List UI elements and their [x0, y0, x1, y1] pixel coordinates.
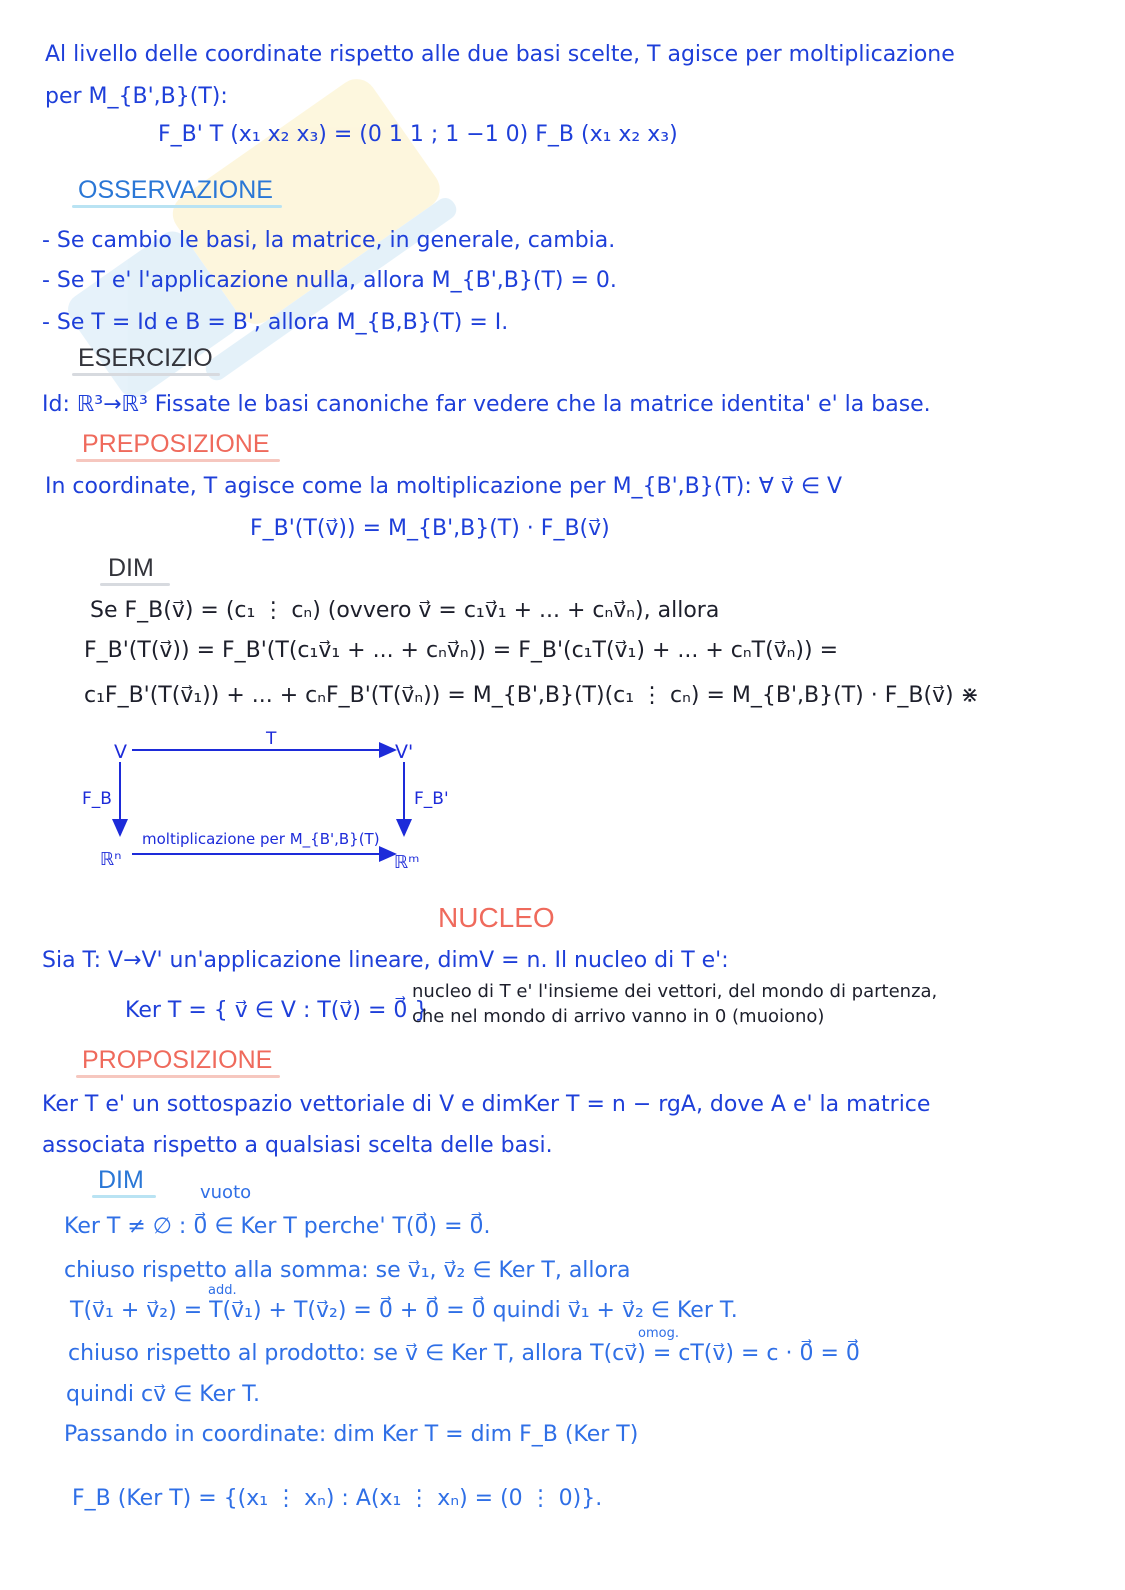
dim2-line-7: F_B (Ker T) = {(x₁ ⋮ xₙ) : A(x₁ ⋮ xₙ) = (0 ⋮ 0)}.: [72, 1486, 603, 1511]
osservazione-item-3: - Se T = Id e B = B', allora M_{B,B}(T) = I.: [42, 310, 509, 335]
diagram-v: V: [114, 741, 127, 763]
diagram-fb-prime-label: F_B': [414, 789, 449, 809]
diagram-v-prime: V': [395, 741, 414, 763]
intro-line-1: Al livello delle coordinate rispetto alle due basi scelte, T agisce per moltiplicazione: [45, 42, 955, 67]
diagram-multiplication-label: moltiplicazione per M_{B',B}(T): [142, 830, 380, 848]
esercizio-text: Id: ℝ³→ℝ³ Fissate le basi canoniche far vedere che la matrice identita' e' la base.: [42, 392, 931, 417]
nucleo-heading: NUCLEO: [438, 902, 555, 933]
dim2-line-2: chiuso rispetto alla somma: se v⃗₁, v⃗₂ ∈ Ker T, allora: [64, 1258, 631, 1283]
esercizio-heading: ESERCIZIO: [78, 344, 213, 372]
dim2-annotation-omog: omog.: [638, 1326, 679, 1341]
osservazione-underline: [72, 205, 282, 208]
dim2-annotation-vuoto: vuoto: [200, 1182, 252, 1203]
preposizione-text: In coordinate, T agisce come la moltiplicazione per M_{B',B}(T): ∀ v⃗ ∈ V: [45, 474, 843, 499]
preposizione-formula: F_B'(T(v⃗)) = M_{B',B}(T) · F_B(v⃗): [250, 516, 610, 541]
dim2-annotation-add: add.: [208, 1283, 237, 1298]
osservazione-item-1: - Se cambio le basi, la matrice, in generale, cambia.: [42, 228, 616, 253]
dim2-line-4: chiuso rispetto al prodotto: se v⃗ ∈ Ker T, allora T(cv⃗) = cT(v⃗) = c · 0⃗ = 0⃗: [68, 1341, 860, 1366]
diagram-rm: ℝᵐ: [394, 852, 420, 873]
osservazione-item-2: - Se T e' l'applicazione nulla, allora M_{B',B}(T) = 0.: [42, 268, 617, 293]
nucleo-note-2: che nel mondo di arrivo vanno in 0 (muoiono): [412, 1006, 825, 1027]
dim1-line-2: F_B'(T(v⃗)) = F_B'(T(c₁v⃗₁ + ... + cₙv⃗ₙ)) = F_B'(c₁T(v⃗₁) + ... + cₙT(v⃗ₙ)) =: [84, 638, 839, 663]
intro-formula: F_B' T (x₁ x₂ x₃) = (0 1 1 ; 1 −1 0) F_B (x₁ x₂ x₃): [158, 122, 678, 147]
esercizio-underline: [72, 373, 220, 376]
dim2-line-6: Passando in coordinate: dim Ker T = dim F_B (Ker T): [64, 1422, 639, 1447]
proposizione-line-1: Ker T e' un sottospazio vettoriale di V e dimKer T = n − rgA, dove A e' la matrice: [42, 1092, 931, 1117]
dim1-heading: DIM: [108, 554, 154, 582]
diagram-rn: ℝⁿ: [100, 849, 122, 870]
dim2-line-1: Ker T ≠ ∅ : 0⃗ ∈ Ker T perche' T(0⃗) = 0⃗.: [64, 1214, 491, 1239]
dim2-underline: [92, 1195, 156, 1198]
dim1-line-3: c₁F_B'(T(v⃗₁)) + ... + cₙF_B'(T(v⃗ₙ)) = M_{B',B}(T)(c₁ ⋮ cₙ) = M_{B',B}(T) · F_B(v⃗) ⋇: [84, 683, 980, 708]
preposizione-underline: [76, 459, 280, 462]
dim1-underline: [100, 583, 170, 586]
proposizione-line-2: associata rispetto a qualsiasi scelta delle basi.: [42, 1133, 553, 1158]
commutative-diagram: [70, 730, 470, 875]
intro-line-2: per M_{B',B}(T):: [45, 84, 228, 109]
dim2-heading: DIM: [98, 1166, 144, 1194]
dim1-line-1: Se F_B(v⃗) = (c₁ ⋮ cₙ) (ovvero v⃗ = c₁v⃗₁ + ... + cₙv⃗ₙ), allora: [90, 598, 720, 623]
preposizione-heading: PREPOSIZIONE: [82, 430, 270, 458]
diagram-t-label: T: [266, 730, 277, 749]
proposizione-underline: [76, 1075, 280, 1078]
diagram-fb-label: F_B: [82, 789, 112, 809]
proposizione-heading: PROPOSIZIONE: [82, 1046, 273, 1074]
osservazione-heading: OSSERVAZIONE: [78, 176, 273, 204]
nucleo-formula: Ker T = { v⃗ ∈ V : T(v⃗) = 0⃗ }: [125, 998, 429, 1023]
dim2-line-3: T(v⃗₁ + v⃗₂) = T(v⃗₁) + T(v⃗₂) = 0⃗ + 0⃗ = 0⃗ quindi v⃗₁ + v⃗₂ ∈ Ker T.: [70, 1298, 738, 1323]
nucleo-note-1: nucleo di T e' l'insieme dei vettori, del mondo di partenza,: [412, 981, 938, 1002]
nucleo-definition: Sia T: V→V' un'applicazione lineare, dimV = n. Il nucleo di T e':: [42, 948, 729, 973]
dim2-line-5: quindi cv⃗ ∈ Ker T.: [66, 1382, 261, 1407]
